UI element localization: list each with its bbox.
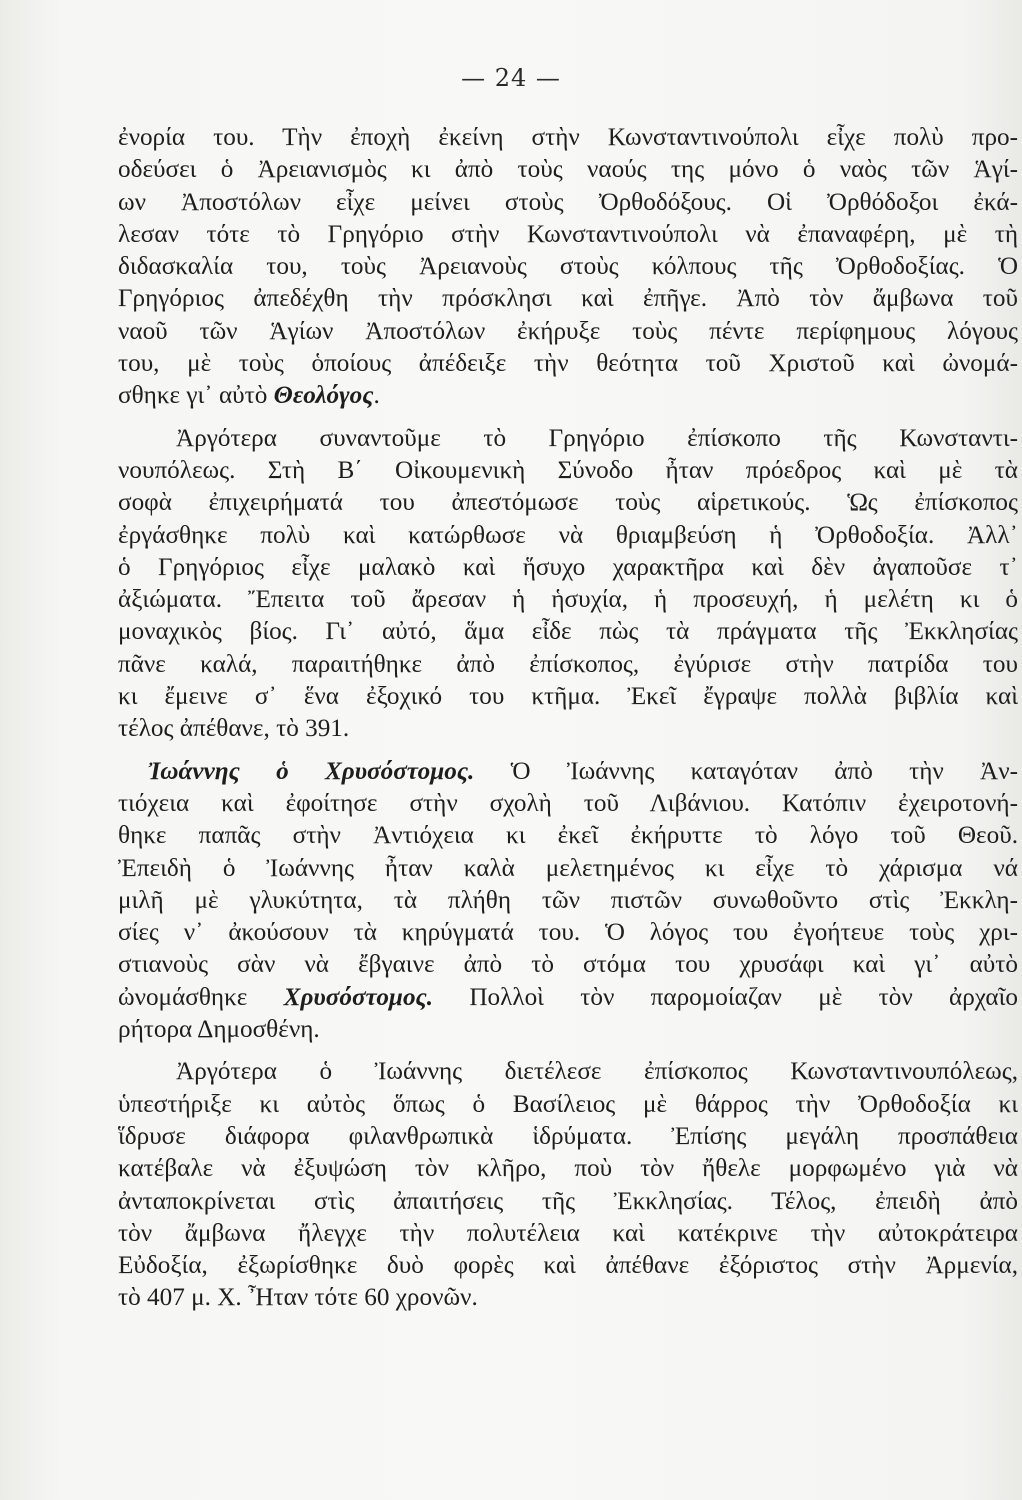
text-line: τέλος ἀπέθανε, τὸ 391. <box>118 715 350 743</box>
text-line: ων Ἀποστόλων εἶχε μείνει στοὺς Ὀρθοδόξους. Οἱ Ὀρθόδοξοι ἐκά- <box>118 188 1018 216</box>
text-line <box>118 982 1018 1014</box>
text-line: κι ἔμεινε σ᾿ ἕνα ἐξοχικό του κτῆμα. Ἐκεῖ ἔγραψε πολλὰ βιβλία καὶ <box>118 683 1018 711</box>
text-line: Ἀργότερα συναντοῦμε τὸ Γρηγόριο ἐπίσκοπο τῆς Κωνσταντι- <box>176 424 1018 452</box>
text-line: πᾶνε καλά, παραιτήθηκε ἀπὸ ἐπίσκοπος, ἐγύρισε στὴν πατρίδα του <box>118 650 1018 678</box>
text-line: θηκε παπᾶς στὴν Ἀντιόχεια κι ἐκεῖ ἐκήρυττε τὸ λόγο τοῦ Θεοῦ. <box>118 822 1018 850</box>
text-line: νουπόλεως. Στὴ Β΄ Οἰκουμενικὴ Σύνοδο ἦταν πρόεδρος καὶ μὲ τὰ <box>118 456 1018 484</box>
text-line: ἵδρυσε διάφορα φιλανθρωπικὰ ἱδρύματα. Ἐπίσης μεγάλη προσπάθεια <box>118 1122 1018 1150</box>
text-line: ἀνταποκρίνεται στὶς ἀπαιτήσεις τῆς Ἐκκλησίας. Τέλος, ἐπειδὴ ἀπὸ <box>118 1187 1018 1215</box>
text-line: Ἀργότερα ὁ Ἰωάννης διετέλεσε ἐπίσκοπος Κωνσταντινουπόλεως, <box>176 1058 1018 1086</box>
text-line: τὸ 407 μ. Χ. Ἦταν τότε 60 χρονῶν. <box>118 1284 478 1312</box>
page-text <box>118 122 1018 1315</box>
text-line: σίες ν᾿ ἀκούσουν τὰ κηρύγματά του. Ὁ λόγος του ἐγοήτευε τοὺς χρι- <box>118 919 1018 947</box>
text-line: ἀξιώματα. Ἔπειτα τοῦ ἄρεσαν ἡ ἡσυχία, ἡ προσευχή, ἡ μελέτη κι ὁ <box>118 586 1018 614</box>
text-line: του, μὲ τοὺς ὁποίους ἀπέδειξε τὴν θεότητα τοῦ Χριστοῦ καὶ ὠνομά- <box>118 350 1018 378</box>
text-line: κατέβαλε νὰ ἐξυψώση τὸν κλῆρο, ποὺ τὸν ἤθελε μορφωμένο γιὰ νὰ <box>118 1155 1018 1183</box>
section-heading-john-chrysostom: Ἰωάννης ὁ Χρυσόστομος. <box>148 757 475 785</box>
text-line: ναοῦ τῶν Ἁγίων Ἀποστόλων ἐκήρυξε τοὺς πέντε περίφημους λόγους <box>118 317 1018 345</box>
page-number: — 24 — <box>461 64 561 92</box>
text-line: στιανοὺς σὰν νὰ ἔβγαινε ἀπὸ τὸ στόμα του χρυσάφι καὶ γι᾿ αὐτὸ <box>118 951 1018 979</box>
text-line: Γρηγόριος ἀπεδέχθη τὴν πρόσκλησι καὶ ἐπῆγε. Ἀπὸ τὸν ἄμβωνα τοῦ <box>118 285 1018 313</box>
text-fragment: ὠνομάσθηκε <box>118 983 284 1011</box>
text-line: λεσαν τότε τὸ Γρηγόριο στὴν Κωνσταντινούπολι νὰ ἐπαναφέρη, μὲ τὴ <box>118 220 1018 248</box>
text-fragment: σθηκε γι᾿ αὐτὸ <box>118 382 274 410</box>
text-line: Ἐπειδὴ ὁ Ἰωάννης ἦταν καλὰ μελετημένος κι εἶχε τὸ χάρισμα νά <box>118 854 1018 882</box>
text-line: Εὐδοξία, ἐξωρίσθηκε δυὸ φορὲς καὶ ἀπέθανε ἐξόριστος στὴν Ἀρμενία, <box>118 1252 1018 1280</box>
text-line: ἐργάσθηκε πολὺ καὶ κατώρθωσε νὰ θριαμβεύση ἡ Ὀρθοδοξία. Ἀλλ᾿ <box>118 521 1018 549</box>
text-line: σοφὰ ἐπιχειρήματά του ἀπεστόμωσε τοὺς αἱρετικούς. Ὡς ἐπίσκοπος <box>118 489 1018 517</box>
text-line: οδεύσει ὁ Ἀρειανισμὸς κι ἀπὸ τοὺς ναούς της μόνο ὁ ναὸς τῶν Ἁγί- <box>118 156 1018 184</box>
text-line <box>118 380 1018 412</box>
paragraph-john-chrysostom <box>118 756 1018 1047</box>
text-line: μιλῆ μὲ γλυκύτητα, τὰ πλήθη τῶν πιστῶν συνωθοῦντο στὶς Ἐκκλη- <box>118 886 1018 914</box>
text-line: μοναχικὸς βίος. Γι᾿ αὐτό, ἅμα εἶδε πὼς τὰ πράγματα τῆς Ἐκκλησίας <box>118 618 1018 646</box>
text-line: ὑπεστήριξε κι αὐτὸς ὅπως ὁ Βασίλειος μὲ θάρρος τὴν Ὀρθοδοξία κι <box>118 1090 1018 1118</box>
paragraph-gregory-constantinople <box>118 122 1018 413</box>
text-fragment: Πολλοὶ τὸν παρομοίαζαν μὲ τὸν ἀρχαῖο <box>433 983 1018 1011</box>
text-line: ρήτορα Δημοσθένη. <box>118 1016 320 1044</box>
text-fragment: . <box>373 382 380 410</box>
text-line <box>118 756 1018 788</box>
title-chrysostomos: Χρυσόστομος. <box>283 983 434 1011</box>
text-line: τιόχεια καὶ ἐφοίτησε στὴν σχολὴ τοῦ Λιβάνιου. Κατόπιν ἐχειροτονή- <box>118 789 1018 817</box>
title-theologos: Θεολόγος <box>273 382 374 410</box>
text-line: ὁ Γρηγόριος εἶχε μαλακὸ καὶ ἥσυχο χαρακτῆρα καὶ δὲν ἀγαποῦσε τ᾿ <box>118 553 1018 581</box>
text-line: διδασκαλία του, τοὺς Ἀρειανοὺς στοὺς κόλπους τῆς Ὀρθοδοξίας. Ὁ <box>118 253 1018 281</box>
text-line: τὸν ἄμβωνα ἤλεγχε τὴν πολυτέλεια καὶ κατέκρινε τὴν αὐτοκράτειρα <box>118 1219 1018 1247</box>
text-line: ἐνορία του. Τὴν ἐποχὴ ἐκείνη στὴν Κωνσταντινούπολι εἶχε πολὺ προ- <box>118 124 1018 151</box>
text-fragment: Ὁ Ἰωάννης καταγόταν ἀπὸ τὴν Ἀν- <box>474 757 1018 785</box>
paragraph-john-bishop <box>118 1056 1018 1314</box>
paragraph-gregory-bishop <box>118 423 1018 746</box>
